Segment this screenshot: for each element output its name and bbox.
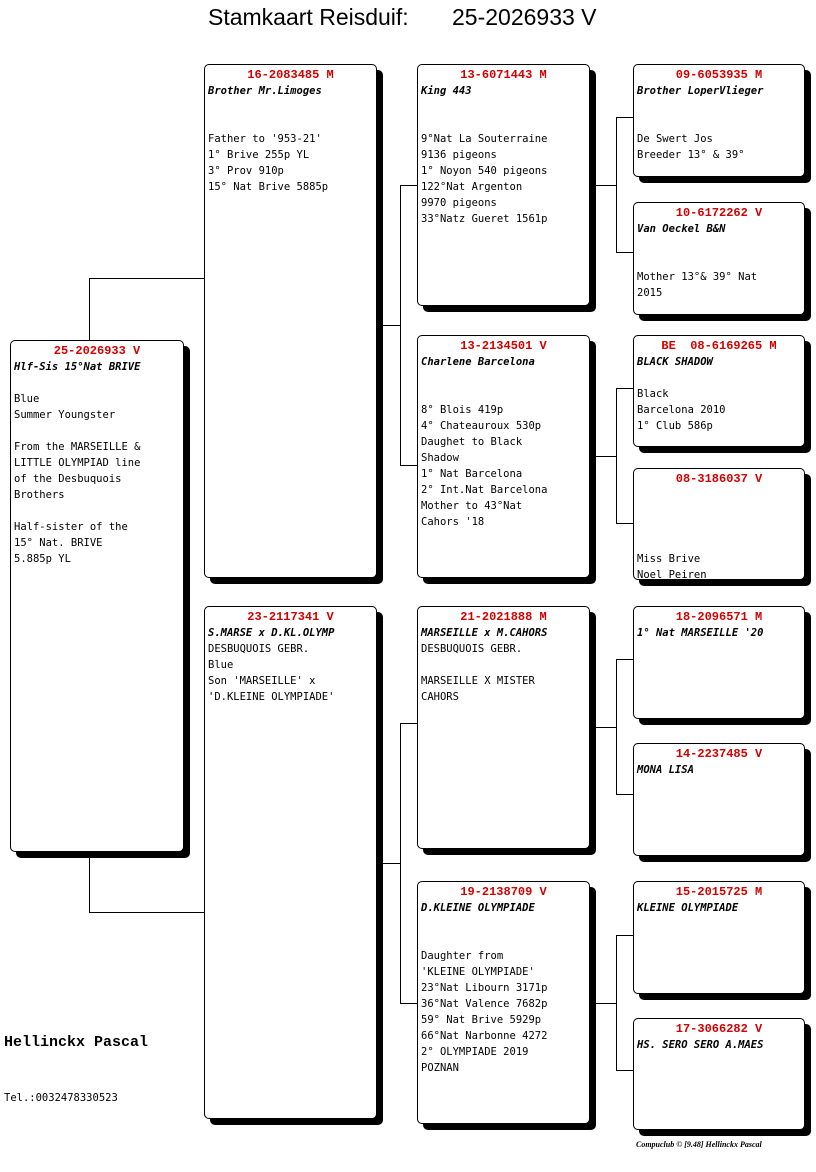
ring-number: BE 08-6169265 M <box>661 339 777 353</box>
pigeon-info-line: Half-sister of the <box>14 521 128 533</box>
pigeon-name: Brother Mr.Limoges <box>208 85 322 97</box>
ring-number: 13-2134501 V <box>460 339 547 353</box>
pigeon-info-line: Shadow <box>421 452 459 464</box>
pigeon-info-line <box>421 99 586 115</box>
pigeon-info-line: 66°Nat Narbonne 4272 <box>421 1030 548 1042</box>
connector-line <box>616 523 633 524</box>
pigeon-info-line <box>14 375 180 391</box>
pigeon-info-line: Daughter from <box>421 950 504 962</box>
pigeon-info-line: Mother to 43°Nat <box>421 500 523 512</box>
connector-line <box>616 117 617 252</box>
pigeon-card-ggp-1 <box>633 64 805 177</box>
connector-line <box>616 935 617 1070</box>
connector-line <box>400 1003 417 1004</box>
pigeon-info-line: 9136 pigeons <box>421 149 497 161</box>
pigeon-info-line: From the MARSEILLE & <box>14 441 141 453</box>
pigeon-card-granddam-paternal <box>417 335 590 578</box>
pigeon-card-ggp-7 <box>633 881 805 994</box>
ring-number: 18-2096571 M <box>675 610 763 624</box>
pigeon-name: D.KLEINE OLYMPIADE <box>421 902 535 914</box>
ring-number: 08-3186037 V <box>675 472 763 486</box>
pigeon-info-line: 2° OLYMPIADE 2019 <box>421 1046 529 1058</box>
pigeon-name: King 443 <box>421 85 472 97</box>
pigeon-info-line: DESBUQUOIS GEBR. <box>208 643 310 655</box>
pigeon-info-line: 15° Nat Brive 5885p <box>208 181 329 193</box>
pigeon-info-line: Blue <box>14 393 40 405</box>
pigeon-name: BLACK SHADOW <box>637 356 713 368</box>
pigeon-name: Charlene Barcelona <box>421 356 535 368</box>
pigeon-info-line: 9970 pigeons <box>421 197 497 209</box>
pigeon-card-subject <box>10 340 184 852</box>
ring-number: 17-3066282 V <box>675 1022 763 1036</box>
pigeon-info-line: Breeder 13° & 39° <box>637 149 745 161</box>
pigeon-card-granddam-maternal <box>417 881 590 1124</box>
connector-line <box>616 935 633 936</box>
connector-line <box>616 659 633 660</box>
pigeon-name: Brother LoperVlieger <box>637 85 764 97</box>
pigeon-info-line: of the Desbuquois <box>14 473 122 485</box>
pigeon-info-line <box>637 99 801 115</box>
pigeon-info-line: 9°Nat La Souterraine <box>421 133 548 145</box>
pigeon-card-sire <box>204 64 377 578</box>
pigeon-info-line <box>421 932 586 948</box>
pigeon-info-line: Daughet to Black <box>421 436 523 448</box>
pigeon-info-line: 3° Prov 910p <box>208 165 284 177</box>
connector-line <box>596 185 616 186</box>
pigeon-info-line <box>637 519 801 535</box>
pigeon-name <box>637 487 801 503</box>
pigeon-info-line <box>421 370 586 386</box>
pigeon-card-grandsire-maternal <box>417 606 590 849</box>
pigeon-info-line <box>421 115 586 131</box>
connector-line <box>400 723 401 1003</box>
pigeon-info-line: Barcelona 2010 <box>637 404 726 416</box>
pigeon-info-line: 'KLEINE OLYMPIADE' <box>421 966 535 978</box>
connector-line <box>596 727 616 728</box>
pigeon-info-line <box>208 115 373 131</box>
connector-line <box>383 325 400 326</box>
connector-line <box>383 863 400 864</box>
pigeon-info-line: CAHORS <box>421 691 459 703</box>
pigeon-info-line: 23°Nat Libourn 3171p <box>421 982 548 994</box>
pigeon-card-ggp-5 <box>633 606 805 719</box>
ring-number: 15-2015725 M <box>675 885 763 899</box>
page-title <box>208 2 808 34</box>
connector-line <box>616 388 633 389</box>
ring-number: 19-2138709 V <box>460 885 547 899</box>
pigeon-info-line: 1° Brive 255p YL <box>208 149 310 161</box>
pigeon-info-line: Blue <box>208 659 234 671</box>
pigeon-info-line: POZNAN <box>421 1062 459 1074</box>
owner-name: Hellinckx Pascal <box>4 1034 149 1051</box>
ring-number: 23-2117341 V <box>247 610 334 624</box>
pigeon-info-line: Noel Peiren <box>637 569 707 580</box>
pigeon-info-line <box>14 423 180 439</box>
ring-number: 09-6053935 M <box>675 68 763 82</box>
connector-line <box>596 456 616 457</box>
pigeon-info-line <box>637 115 801 131</box>
pigeon-info-line <box>14 503 180 519</box>
pigeon-name: HS. SERO SERO A.MAES <box>637 1039 764 1051</box>
connector-line <box>400 185 417 186</box>
ring-number: 21-2021888 M <box>460 610 547 624</box>
pigeon-info-line <box>421 386 586 402</box>
connector-line <box>89 912 204 913</box>
owner-phone: Tel.:0032478330523 <box>4 1092 118 1104</box>
pigeon-card-ggp-4 <box>633 468 805 580</box>
pigeon-info-line: LITTLE OLYMPIAD line <box>14 457 141 469</box>
pigeon-name: 1° Nat MARSEILLE '20 <box>637 627 764 639</box>
pigeon-info-line: 1° Club 586p <box>637 420 713 432</box>
pigeon-info-line: 4° Chateauroux 530p <box>421 420 542 432</box>
pigeon-info-line: Brothers <box>14 489 65 501</box>
pigeon-name: S.MARSE x D.KL.OLYMP <box>208 627 335 639</box>
connector-line <box>400 185 401 465</box>
pigeon-info-line: 59° Nat Brive 5929p <box>421 1014 542 1026</box>
pigeon-card-dam <box>204 606 377 1119</box>
ring-number: 25-2026933 V <box>53 344 141 358</box>
pigeon-card-ggp-8 <box>633 1018 805 1130</box>
pigeon-info-line: Cahors '18 <box>421 516 485 528</box>
connector-line <box>616 794 633 795</box>
pigeon-info-line: De Swert Jos <box>637 133 713 145</box>
pigeon-info-line: 2015 <box>637 287 663 299</box>
pigeon-name: MONA LISA <box>637 764 694 776</box>
pigeon-info-line <box>637 253 801 269</box>
title-label: Stamkaart Reisduif: <box>208 4 409 30</box>
pigeon-info-line: 2° Int.Nat Barcelona <box>421 484 548 496</box>
pigeon-card-grandsire-paternal <box>417 64 590 306</box>
pigeon-info-line: Summer Youngster <box>14 409 116 421</box>
pigeon-info-line <box>208 99 373 115</box>
pigeon-info-line <box>637 237 801 253</box>
ring-number: 10-6172262 V <box>675 206 763 220</box>
pigeon-info-line: MARSEILLE X MISTER <box>421 675 535 687</box>
pigeon-info-line <box>421 657 586 673</box>
connector-line <box>616 388 617 523</box>
pigeon-name: MARSEILLE x M.CAHORS <box>421 627 548 639</box>
ring-number: 13-6071443 M <box>460 68 547 82</box>
connector-line <box>616 117 633 118</box>
pigeon-info-line: 33°Natz Gueret 1561p <box>421 213 548 225</box>
pigeon-card-ggp-2 <box>633 202 805 315</box>
pigeon-info-line <box>637 535 801 551</box>
connector-line <box>616 252 633 253</box>
pigeon-name: Van Oeckel B&N <box>637 223 726 235</box>
connector-line <box>616 659 617 794</box>
pigeon-info-line: Black <box>637 388 669 400</box>
pigeon-info-line: Father to '953-21' <box>208 133 322 145</box>
pigeon-card-ggp-6 <box>633 743 805 856</box>
pigeon-info-line: Mother 13°& 39° Nat <box>637 271 758 283</box>
connector-line <box>616 1070 633 1071</box>
pigeon-name: KLEINE OLYMPIADE <box>637 902 739 914</box>
pigeon-info-line: 15° Nat. BRIVE <box>14 537 103 549</box>
pigeon-card-ggp-3 <box>633 335 805 447</box>
connector-line <box>89 852 90 912</box>
pigeon-info-line <box>637 370 801 386</box>
pigeon-info-line: 8° Blois 419p <box>421 404 504 416</box>
connector-line <box>400 465 417 466</box>
title-ring-number: 25-2026933 V <box>452 4 597 30</box>
pigeon-info-line: 1° Noyon 540 pigeons <box>421 165 548 177</box>
connector-line <box>89 278 204 279</box>
pigeon-info-line: Miss Brive <box>637 553 701 565</box>
pigeon-info-line: 5.885p YL <box>14 553 71 565</box>
pigeon-info-line: 'D.KLEINE OLYMPIADE' <box>208 691 335 703</box>
pigeon-info-line: 36°Nat Valence 7682p <box>421 998 548 1010</box>
pigeon-name: Hlf-Sis 15°Nat BRIVE <box>14 361 141 373</box>
connector-line <box>89 278 90 340</box>
pigeon-info-line: Son 'MARSEILLE' x <box>208 675 316 687</box>
connector-line <box>596 1003 616 1004</box>
pigeon-info-line: 122°Nat Argenton <box>421 181 523 193</box>
connector-line <box>400 723 417 724</box>
pigeon-info-line <box>421 916 586 932</box>
pigeon-info-line: DESBUQUOIS GEBR. <box>421 643 523 655</box>
ring-number: 14-2237485 V <box>675 747 763 761</box>
footer-credit: Compuclub © [9.48] Hellinckx Pascal <box>636 1140 762 1149</box>
pigeon-info-line <box>637 503 801 519</box>
ring-number: 16-2083485 M <box>247 68 334 82</box>
pigeon-info-line: 1° Nat Barcelona <box>421 468 523 480</box>
